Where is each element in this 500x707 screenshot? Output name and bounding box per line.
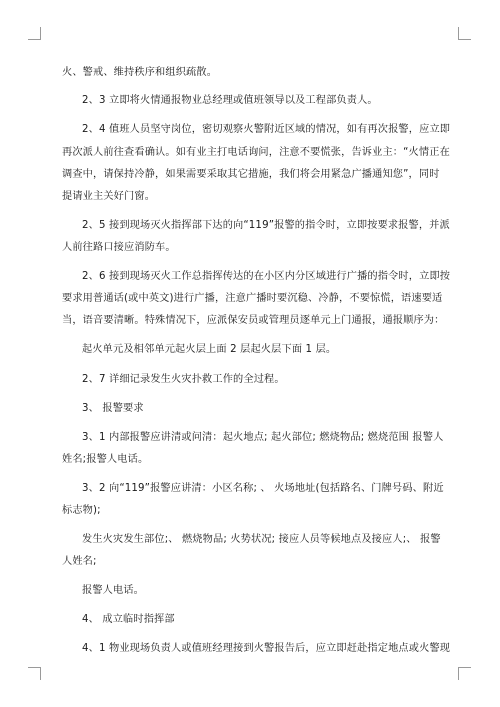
text-line: 起火单元及相邻单元起火层上面 2 层起火层下面 1 层。 (82, 344, 337, 355)
text-line: 调查中，请保持冷静，如果需要采取其它措施，我们将会用紧急广播通知您”，同时 (62, 169, 440, 180)
crop-mark-top-left (28, 27, 41, 40)
crop-mark-bottom-left (28, 667, 41, 680)
text-line: 要求用普通话(或中英文)进行广播，注意广播时要沉稳、冷静，不要惊慌，语速要适 (62, 293, 443, 304)
text-line: 2、4 值班人员坚守岗位，密切观察火警附近区域的情况，如有再次报警，应立即 (82, 124, 451, 135)
text-line: 姓名;报警人电话。 (62, 454, 149, 465)
text-line: 2、7 详细记录发生火灾扑救工作的全过程。 (82, 374, 285, 385)
text-line: 再次派人前往查看确认。如有业主打电话询问，注意不要慌张，告诉业主：“火情正在 (62, 147, 450, 158)
text-line: 标志物); (62, 505, 101, 516)
text-line: 人姓名; (62, 556, 97, 567)
text-line: 报警人电话。 (82, 585, 145, 596)
text-line: 人前往路口接应消防车。 (62, 242, 176, 253)
text-line: 3、1 内部报警应讲清或问清：起火地点; 起火部位; 燃烧物品; 燃烧范围 报警人 (82, 432, 444, 443)
text-line: 2、6 接到现场灭火工作总指挥传达的在小区内分区域进行广播的指令时，立即按 (82, 271, 451, 282)
text-line: 2、5 接到现场灭火指挥部下达的向“119”报警的指令时，立即按要求报警，并派 (82, 220, 450, 231)
section-heading: 4、 成立临时指挥部 (82, 614, 175, 625)
crop-mark-bottom-right (458, 667, 471, 680)
text-line: 火、警戒、维持秩序和组织疏散。 (62, 67, 218, 78)
text-line: 3、2 向“119”报警应讲清：小区名称; 、 火场地址(包括路名、门牌号码、附近 (82, 483, 444, 494)
text-line: 2、3 立即将火情通报物业总经理或值班领导以及工程部负责人。 (82, 95, 378, 106)
text-line: 发生火灾发生部位;、 燃烧物品; 火势状况; 接应人员等候地点及接应人;、 报警 (82, 534, 441, 545)
text-line: 当，语音要清晰。特殊情况下，应派保安员或管理员逐单元上门通报，通报顺序为： (62, 315, 445, 326)
text-line: 4、1 物业现场负责人或值班经理接到火警报告后，应立即赶赴指定地点或火警现 (82, 643, 451, 654)
crop-mark-top-right (458, 27, 471, 40)
text-line: 提请业主关好门窗。 (62, 191, 156, 202)
section-heading: 3、 报警要求 (82, 403, 144, 414)
